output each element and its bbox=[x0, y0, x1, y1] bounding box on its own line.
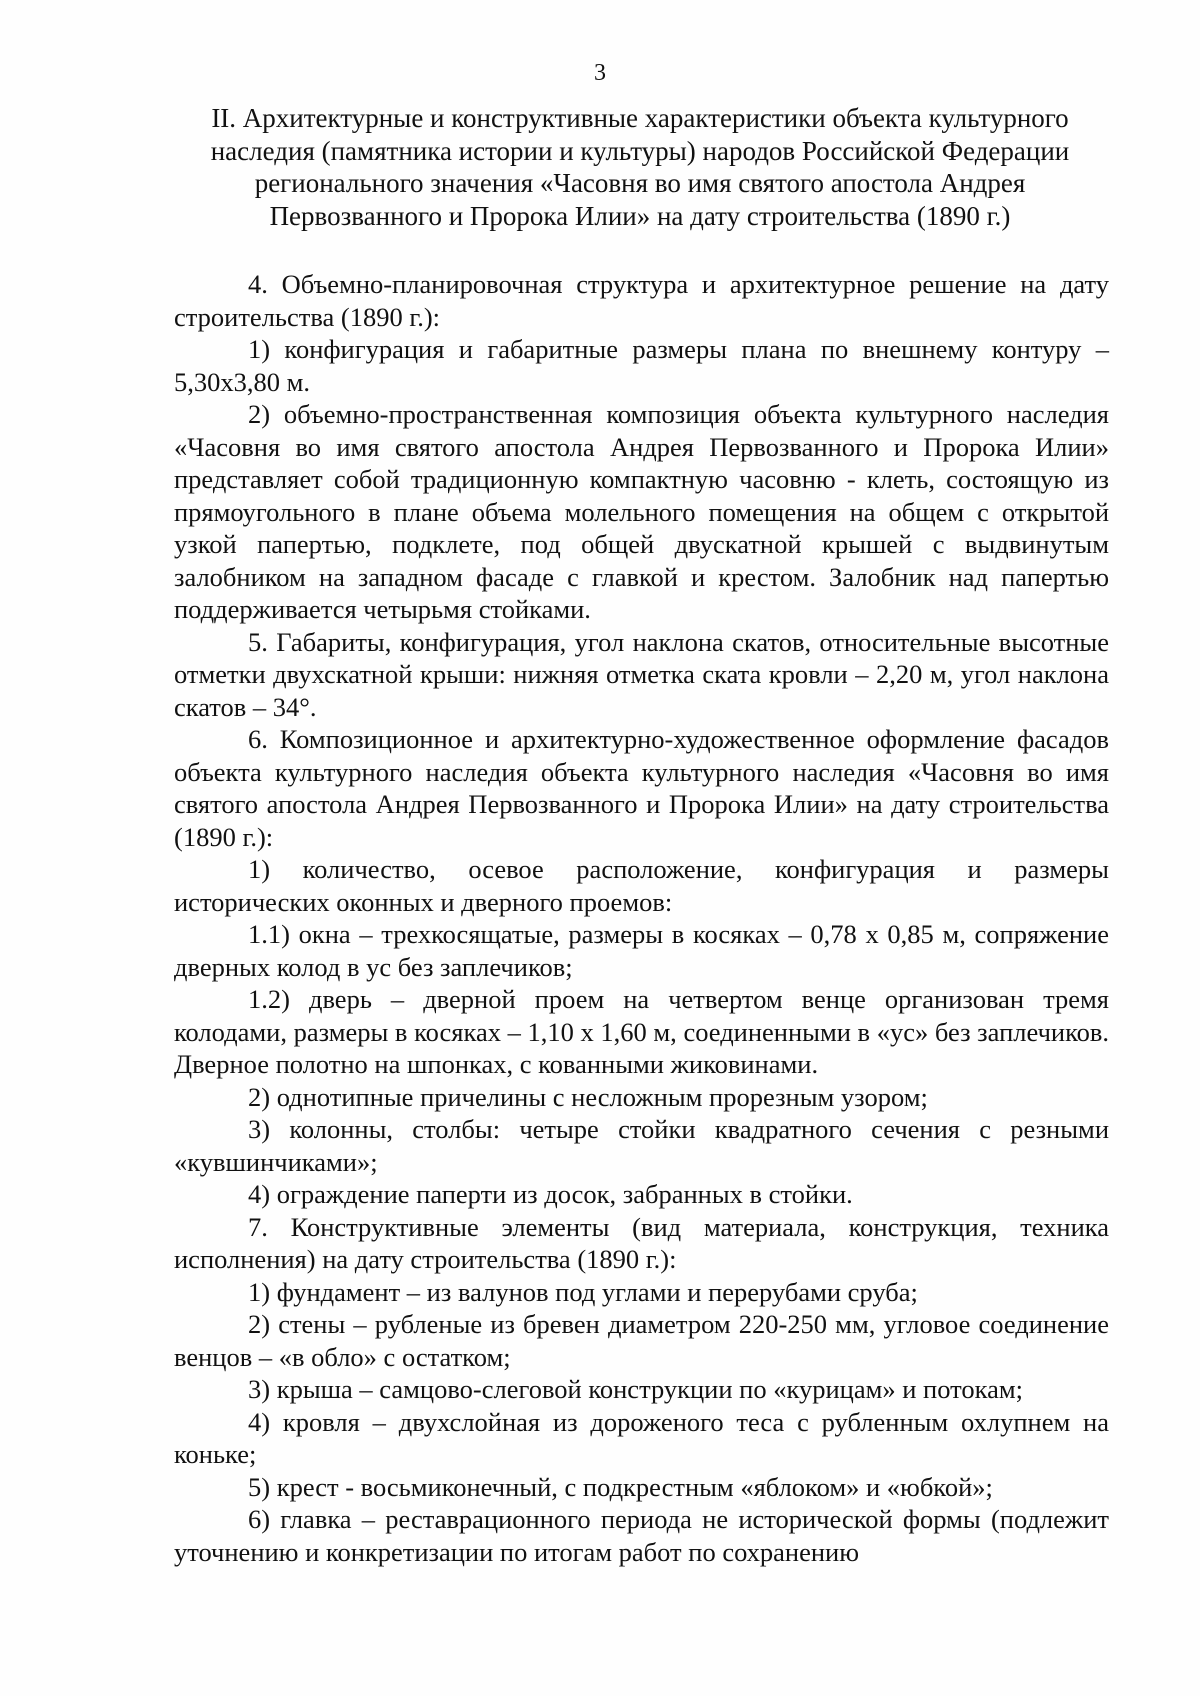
heading-line: наследия (памятника истории и культуры) народов Российской Федерации bbox=[210, 135, 1070, 166]
paragraph: 6) главка – реставрационного периода не исторической формы (подлежит уточнению и конкретизации по итогам работ по сохранению bbox=[174, 1504, 1109, 1567]
heading-line: II. Архитектурные и конструктивные характеристики объекта культурного bbox=[211, 103, 1069, 133]
paragraph: 4) ограждение паперти из досок, забранных в стойки. bbox=[248, 1179, 853, 1209]
paragraph: 7. Конструктивные элементы (вид материала, конструкция, техника исполнения) на дату строительства (1890 г.): bbox=[174, 1211, 1109, 1274]
paragraph: 2) объемно-пространственная композиция объекта культурного наследия «Часовня во имя святого апостола Андрея Первозванного и Пророка Илии» представляет собой традиционную компактную часовню - клеть, состоящую из прямоугольного в плане объема молельного помещения на общем с открытой узкой папертью, подклете, под общей двускатной крышей с выдвинутым залобником на западном фасаде с главкой и крестом. Залобник над папертью поддерживается четырьмя стойками. bbox=[174, 399, 1109, 624]
paragraph: 3) колонны, столбы: четыре стойки квадратного сечения с резными «кувшинчиками»; bbox=[174, 1114, 1109, 1177]
paragraph: 4. Объемно-планировочная структура и архитектурное решение на дату строительства (1890 г.): bbox=[174, 269, 1109, 332]
paragraph: 2) стены – рубленые из бревен диаметром 220-250 мм, угловое соединение венцов – «в обло» с остатком; bbox=[174, 1309, 1109, 1372]
heading-line: регионального значения «Часовня во имя святого апостола Андрея bbox=[254, 168, 1026, 198]
paragraph: 3) крыша – самцово-слеговой конструкции по «курицам» и потокам; bbox=[248, 1374, 1023, 1404]
paragraph: 5) крест - восьмиконечный, с подкрестным «яблоком» и «юбкой»; bbox=[248, 1471, 993, 1502]
section-heading bbox=[170, 102, 1110, 232]
paragraph: 2) однотипные причелины с несложным прорезным узором; bbox=[248, 1081, 928, 1112]
paragraph: 4) кровля – двухслойная из дороженого теса с рубленным охлупнем на коньке; bbox=[174, 1406, 1109, 1469]
paragraph: 1.1) окна – трехкосящатые, размеры в косяках – 0,78 х 0,85 м, сопряжение дверных колод в ус без заплечиков; bbox=[174, 919, 1109, 982]
heading-line: Первозванного и Пророка Илии» на дату строительства (1890 г.) bbox=[269, 200, 1011, 231]
paragraph: 1) фундамент – из валунов под углами и перерубами сруба; bbox=[248, 1276, 918, 1307]
paragraph: 1.2) дверь – дверной проем на четвертом венце организован тремя колодами, размеры в косяках – 1,10 х 1,60 м, соединенными в «ус» без заплечиков. Дверное полотно на шпонках, с кованными жиковинами. bbox=[174, 984, 1109, 1079]
page-number: 3 bbox=[594, 60, 606, 86]
paragraph: 6. Композиционное и архитектурно-художественное оформление фасадов объекта культурного наследия объекта культурного наследия «Часовня во имя святого апостола Андрея Первозванного и Пророка Илии» на дату строительства (1890 г.): bbox=[174, 724, 1109, 852]
paragraph: 1) конфигурация и габаритные размеры плана по внешнему контуру – 5,30х3,80 м. bbox=[174, 334, 1109, 397]
document-body bbox=[174, 268, 1109, 1568]
paragraph: 5. Габариты, конфигурация, угол наклона скатов, относительные высотные отметки двухскатной крыши: нижняя отметка ската кровли – 2,20 м, угол наклона скатов – 34°. bbox=[174, 626, 1109, 722]
paragraph: 1) количество, осевое расположение, конфигурация и размеры исторических оконных и дверного проемов: bbox=[174, 854, 1109, 917]
